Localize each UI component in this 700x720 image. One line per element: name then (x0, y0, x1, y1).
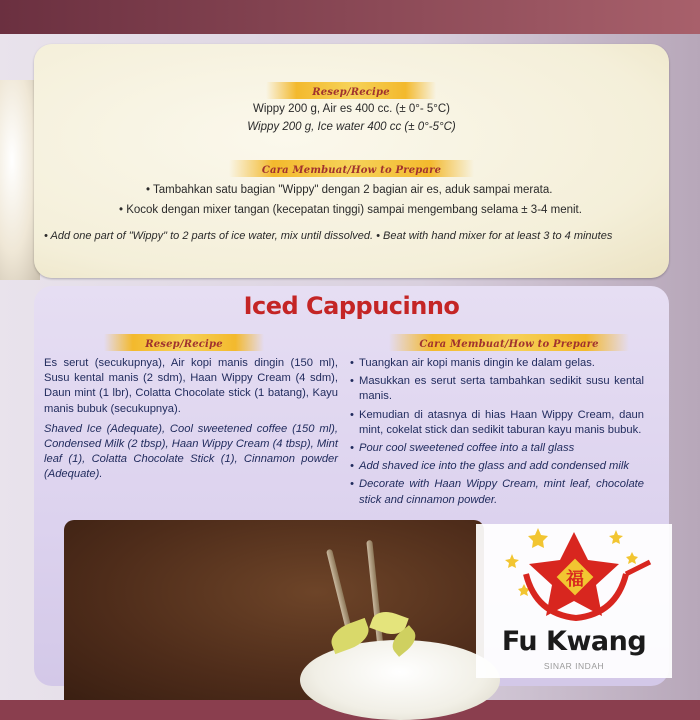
cap-step-en-1: • Pour cool sweetened coffee into a tall glass (350, 441, 644, 456)
watermark-logo (476, 524, 672, 678)
recipe-title: Iced Cappucinno (243, 292, 460, 320)
ingredients-column (44, 356, 338, 488)
cap-prepare-ribbon (389, 334, 629, 351)
fortune-glyph: 福 (566, 569, 584, 590)
cap-prepare-header: Cara Membuat/How to Prepare (419, 339, 599, 350)
recipe-header: Resep/Recipe (312, 87, 390, 98)
steps-column (350, 356, 644, 511)
logo-name: Fu Kwang (501, 626, 647, 657)
box-top-edge (0, 0, 700, 34)
ingredients-en: Shaved Ice (Adequate), Cool sweetened coffee (150 ml), Condensed Milk (2 tbsp), Haan Wippy Cream (4 tbsp), Mint leaf (1), Colatta Chocolate Stick (1), Cinnamon powder (Adequate). (44, 422, 338, 481)
steps-en: • Add one part of "Wippy" to 2 parts of ice water, mix until dissolved. • Beat with hand mixer for at least 3 to 4 minutes (44, 230, 613, 242)
recipe-ribbon (266, 82, 436, 99)
cap-step-en-2: • Add shaved ice into the glass and add condensed milk (350, 459, 644, 474)
logo-tagline: SINAR INDAH (543, 661, 605, 671)
recipe-line-en: Wippy 200 g, Ice water 400 cc (± 0°-5°C) (247, 121, 456, 133)
cap-step-id-2: • Masukkan es serut serta tambahkan sedikit susu kental manis. (350, 374, 644, 404)
wippy-recipe-card (34, 44, 669, 278)
cap-recipe-ribbon (104, 334, 264, 351)
store-logo-icon (476, 524, 672, 628)
cap-step-en-3: • Decorate with Haan Wippy Cream, mint leaf, chocolate stick and cinnamon powder. (350, 477, 644, 507)
cap-recipe-header: Resep/Recipe (145, 339, 223, 350)
ingredients-id: Es serut (secukupnya), Air kopi manis dingin (150 ml), Susu kental manis (2 sdm), Haan Wippy Cream (4 sdm), Daun mint (1 lbr), Colatta Chocolate stick (1 batang), Kayu manis bubuk (secukupnya). (44, 357, 338, 415)
cap-step-id-1: • Tuangkan air kopi manis dingin ke dalam gelas. (350, 356, 644, 371)
step-id-2: • Kocok dengan mixer tangan (kecepatan tinggi) sampai mengembang selama ± 3-4 menit. (119, 204, 582, 216)
recipe-line-id: Wippy 200 g, Air es 400 cc. (± 0°- 5°C) (252, 103, 451, 115)
step-id-1: • Tambahkan satu bagian "Wippy" dengan 2 bagian air es, aduk sampai merata. (146, 184, 553, 196)
prepare-ribbon (229, 160, 474, 177)
cap-step-id-3: • Kemudian di atasnya di hias Haan Wippy Cream, daun mint, cokelat stick dan sedikit taburan kayu manis bubuk. (350, 408, 644, 438)
prepare-header: Cara Membuat/How to Prepare (261, 165, 442, 176)
